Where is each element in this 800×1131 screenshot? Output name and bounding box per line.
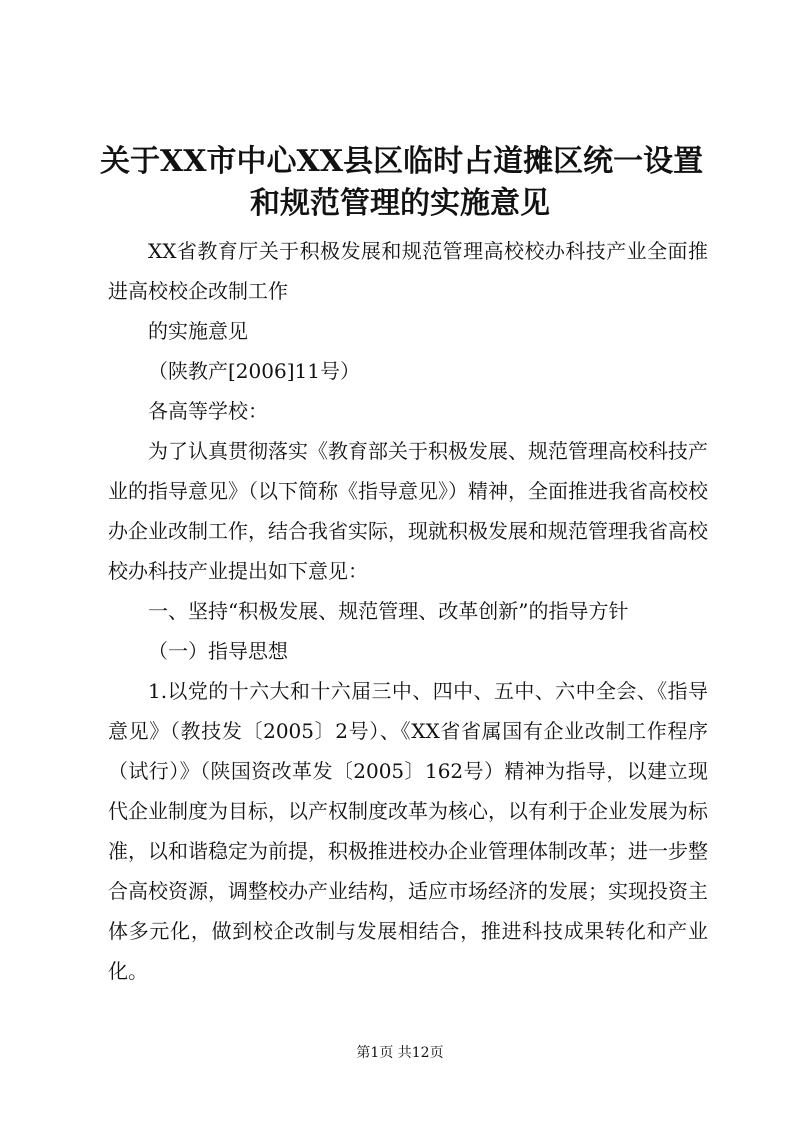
paragraph-heading-cont: 的实施意见 — [148, 319, 248, 343]
document-title-line-1: 关于XX市中心XX县区临时占道摊区统一设置 — [100, 144, 704, 179]
page-footer: 第1页 共12页 — [356, 1045, 444, 1061]
paragraph-doc-number: （陕教产[2006]11号） — [148, 359, 360, 383]
paragraph-subsection-1: （一）指导思想 — [148, 639, 288, 663]
document-body — [108, 231, 708, 991]
paragraph-item-1: 1.以党的十六大和十六届三中、四中、五中、六中全会、《指导意见》（教技发〔2005〕2号）、《XX省省属国有企业改制工作程序（试行）》（陕国资改革发〔2005〕162号）精神为指导，以建立现代企业制度为目标，以产权制度改革为核心，以有利于企业发展为标准，以和谐稳定为前提，积极推进校办企业管理体制改革；进一步整合高校资源，调整校办产业结构，适应市场经济的发展；实现投资主体多元化，做到校企改制与发展相结合，推进科技成果转化和产业化。 — [108, 679, 708, 983]
paragraph-section-1: 一、坚持“积极发展、规范管理、改革创新”的指导方针 — [148, 599, 629, 623]
document-title-line-2: 和规范管理的实施意见 — [250, 186, 550, 221]
paragraph-salutation: 各高等学校： — [148, 399, 268, 423]
paragraph-heading: XX省教育厅关于积极发展和规范管理高校校办科技产业全面推进高校校企改制工作 — [108, 239, 708, 303]
paragraph-intro: 为了认真贯彻落实《教育部关于积极发展、规范管理高校科技产业的指导意见》（以下简称《指导意见》）精神，全面推进我省高校校办企业改制工作，结合我省实际，现就积极发展和规范管理我省高校校办科技产业提出如下意见： — [108, 439, 708, 583]
